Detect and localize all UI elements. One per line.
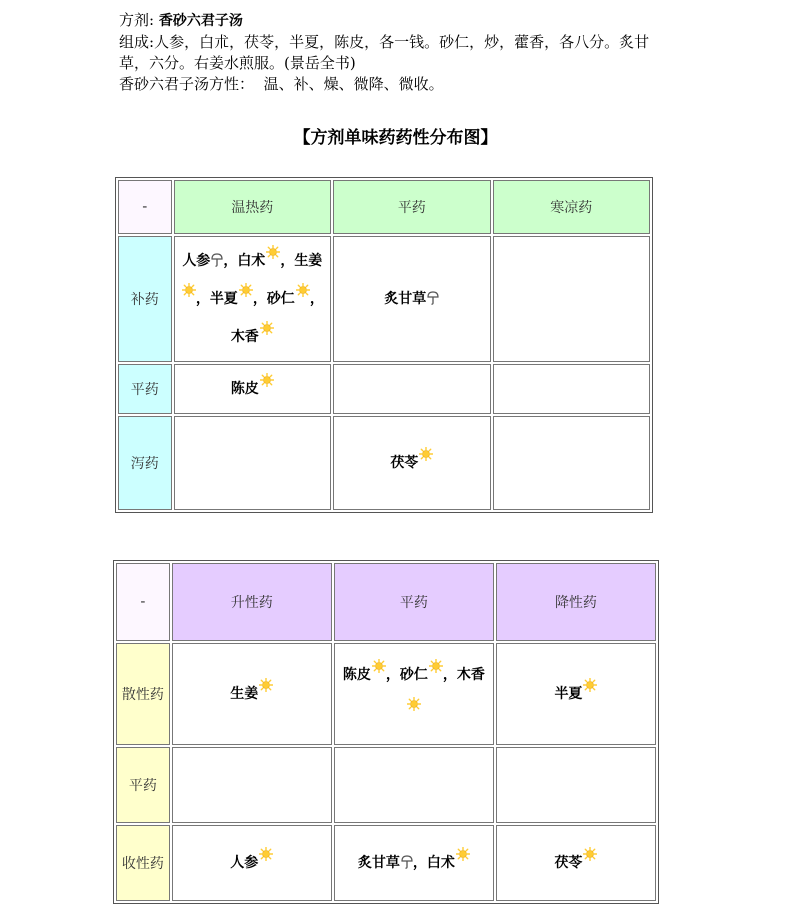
herb-item: [210, 291, 253, 307]
herb-separator: ，: [412, 855, 427, 871]
herb-name: 砂仁: [399, 667, 428, 683]
nature-text: 温、补、燥、微降、微收。: [263, 75, 444, 93]
herb-name: 半夏: [554, 686, 583, 702]
herb-separator: ，: [385, 667, 400, 683]
herb-item: [230, 855, 273, 871]
herb-item: [400, 667, 443, 683]
formula-name: 香砂六君子汤: [158, 13, 243, 29]
herb-separator: ，: [223, 253, 238, 269]
formula-info: [119, 10, 679, 95]
herb-item: [358, 855, 413, 871]
herb-name: 人参: [230, 855, 259, 871]
herb-name: 茯苓: [390, 455, 419, 471]
sun-icon: [260, 373, 274, 387]
tonify-warmth-table: [115, 177, 653, 513]
formula-name-line: [119, 10, 679, 32]
table1-col-warm: 温热药: [174, 180, 332, 234]
table2-cell: [172, 825, 332, 901]
sun-icon: [260, 321, 274, 335]
sun-icon: [419, 447, 433, 461]
table1-col-neutral: 平药: [333, 180, 491, 234]
sun-icon: [583, 678, 597, 692]
table1-cell: [174, 416, 332, 510]
table1-cell: [493, 364, 650, 414]
herb-item: [390, 455, 433, 471]
herb-item: [554, 686, 597, 702]
table2-cell: [496, 643, 656, 745]
table1-row-purge: 泻药: [118, 416, 172, 510]
herb-name: 半夏: [209, 291, 238, 307]
mushroom-icon: [401, 855, 413, 869]
herb-name: 白术: [237, 253, 266, 269]
table1-cell: [333, 364, 491, 414]
sun-icon: [296, 283, 310, 297]
table2-col-fall: 降性药: [496, 563, 656, 641]
table2-row-astringe: 收性药: [116, 825, 170, 901]
nature-line: [119, 74, 679, 95]
herb-name: 砂仁: [266, 291, 295, 307]
mushroom-icon: [211, 253, 223, 267]
herb-separator: ，: [309, 291, 324, 307]
table2-col-rise: 升性药: [172, 563, 332, 641]
table1-row-neutral: 平药: [118, 364, 172, 414]
sun-icon: [239, 283, 253, 297]
nature-label: 香砂六君子汤方性：: [119, 75, 255, 93]
sun-icon: [259, 847, 273, 861]
herb-separator: ，: [195, 291, 210, 307]
herb-name: 陈皮: [230, 381, 259, 397]
table1-cell: [493, 416, 650, 510]
herb-name: 木香: [456, 667, 485, 683]
herb-name: 木香: [230, 329, 259, 345]
herb-item: [182, 253, 223, 269]
sun-icon: [583, 847, 597, 861]
table2-cell: [334, 643, 494, 745]
rise-fall-table: [113, 560, 659, 904]
herb-item: [427, 855, 470, 871]
table2-cell: [172, 643, 332, 745]
formula-name-label: 方剂:: [119, 11, 155, 29]
sun-icon: [372, 659, 386, 673]
sun-icon: [456, 847, 470, 861]
herb-item: [554, 855, 597, 871]
sun-icon: [266, 245, 280, 259]
table1-cell: [493, 236, 650, 362]
table2-cell: [334, 825, 494, 901]
table1-cell: [174, 236, 332, 362]
herb-name: 茯苓: [554, 855, 583, 871]
table2-cell: [496, 825, 656, 901]
herb-item: [384, 291, 439, 307]
herb-item: [237, 253, 280, 269]
table2-corner: -: [116, 563, 170, 641]
herb-name: 白术: [426, 855, 455, 871]
table2-col-neutral: 平药: [334, 563, 494, 641]
table2-cell: [172, 747, 332, 823]
table2-cell: [496, 747, 656, 823]
herb-separator: ，: [442, 667, 457, 683]
table1-cell: [333, 236, 491, 362]
herb-item: [230, 686, 273, 702]
table2-cell: [334, 747, 494, 823]
herb-name: 人参: [182, 253, 211, 269]
sun-icon: [429, 659, 443, 673]
mushroom-icon: [427, 291, 439, 305]
table2-row-neutral: 平药: [116, 747, 170, 823]
herb-item: [267, 291, 310, 307]
chart-title: 【方剂单味药药性分布图】: [293, 128, 498, 148]
table2-row-disperse: 散性药: [116, 643, 170, 745]
composition-text: 人参，白朮，茯苓，半夏，陈皮，各一钱。砂仁，炒，藿香，各八分。炙甘草，六分。右姜水煎服。(景岳全书): [119, 33, 650, 72]
herb-item: [231, 329, 274, 345]
sun-icon: [407, 697, 421, 711]
herb-name: 陈皮: [342, 667, 371, 683]
table1-row-tonify: 补药: [118, 236, 172, 362]
herb-name: 炙甘草: [357, 855, 400, 871]
table1-cell: [333, 416, 491, 510]
table1-cell: [174, 364, 332, 414]
herb-separator: ，: [280, 253, 295, 269]
herb-item: [231, 381, 274, 397]
sun-icon: [259, 678, 273, 692]
table1-corner: -: [118, 180, 172, 234]
table1-col-cold: 寒凉药: [493, 180, 650, 234]
herb-name: 生姜: [230, 686, 259, 702]
sun-icon: [182, 283, 196, 297]
composition-line: [119, 32, 679, 74]
composition-label: 组成:: [119, 33, 155, 51]
herb-separator: ，: [252, 291, 267, 307]
herb-name: 生姜: [294, 253, 323, 269]
herb-item: [343, 667, 386, 683]
herb-name: 炙甘草: [384, 291, 427, 307]
